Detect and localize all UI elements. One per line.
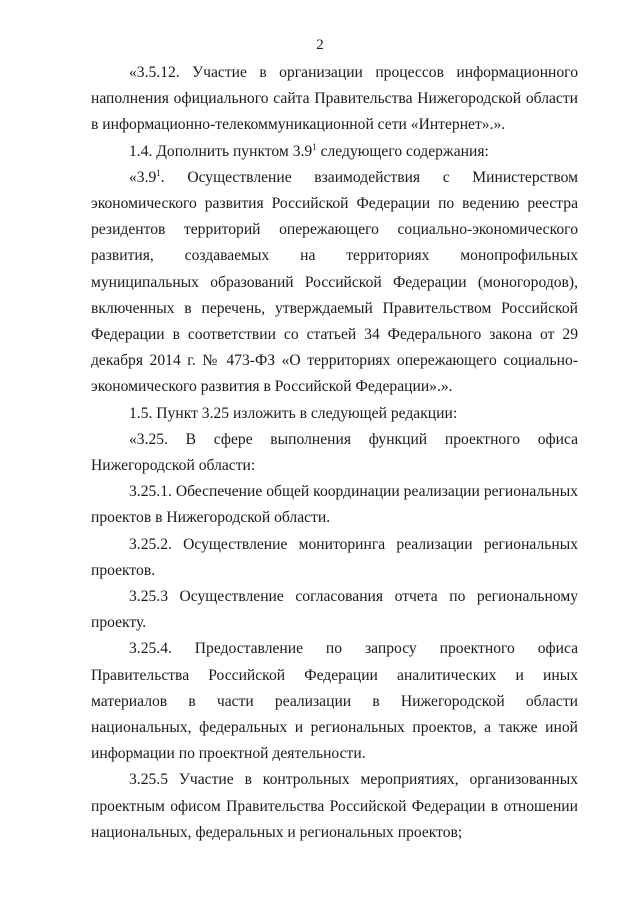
- paragraph-3-9-1-number: «3.9: [129, 168, 157, 186]
- paragraph-3-5-12: «3.5.12. Участие в организации процессов информационного наполнения официального сайта Правительства Нижегородской области в информационно-телекоммуникационной сети «Интернет».».: [91, 64, 578, 134]
- paragraph-1-4-text-end: следующего содержания:: [316, 142, 489, 160]
- paragraph-1-4-text: 1.4. Дополнить пунктом 3.9: [129, 142, 313, 160]
- paragraph-1-4: [91, 139, 578, 165]
- superscript-index: 1: [312, 141, 317, 152]
- paragraph-3-25-3: 3.25.3 Осуществление согласования отчета по региональному проекту.: [91, 588, 578, 632]
- page-number: 2: [316, 37, 324, 53]
- paragraph-3-25-4: 3.25.4. Предоставление по запросу проектного офиса Правительства Российской Федерации аналитических и иных материалов в части реализации в Нижегородской области национальных, федеральных и региональных проектов, а также иной информации по проектной деятельности.: [91, 640, 578, 763]
- paragraph-3-9-1-text: . Осуществление взаимодействия с Министерством экономического развития Российской Федерации по ведению реестра резидентов территорий опережающего социально-экономического развития, создаваемых на территориях монопрофильных муниципальных образований Российской Федерации (моногородов), включенных в перечень, утверждаемый Правительством Российской Федерации в соответствии со статьей 34 Федерального закона от 29 декабря 2014 г. № 473-ФЗ «О территориях опережающего социально-экономического развития в Российской Федерации».».: [91, 168, 578, 396]
- paragraph-1-5: 1.5. Пункт 3.25 изложить в следующей редакции:: [129, 404, 458, 422]
- paragraph-3-25-5: 3.25.5 Участие в контрольных мероприятиях, организованных проектным офисом Правительства Российской Федерации в отношении национальных, федеральных и региональных проектов;: [91, 771, 578, 841]
- paragraph-3-25-1: 3.25.1. Обеспечение общей координации реализации региональных проектов в Нижегородской области.: [91, 483, 578, 527]
- paragraph-3-9-1: [91, 165, 578, 401]
- paragraph-3-25: «3.25. В сфере выполнения функций проектного офиса Нижегородской области:: [91, 430, 578, 475]
- superscript-index: 1: [156, 167, 161, 178]
- paragraph-3-25-2: 3.25.2. Осуществление мониторинга реализации региональных проектов.: [91, 535, 578, 579]
- document-body: [91, 60, 578, 846]
